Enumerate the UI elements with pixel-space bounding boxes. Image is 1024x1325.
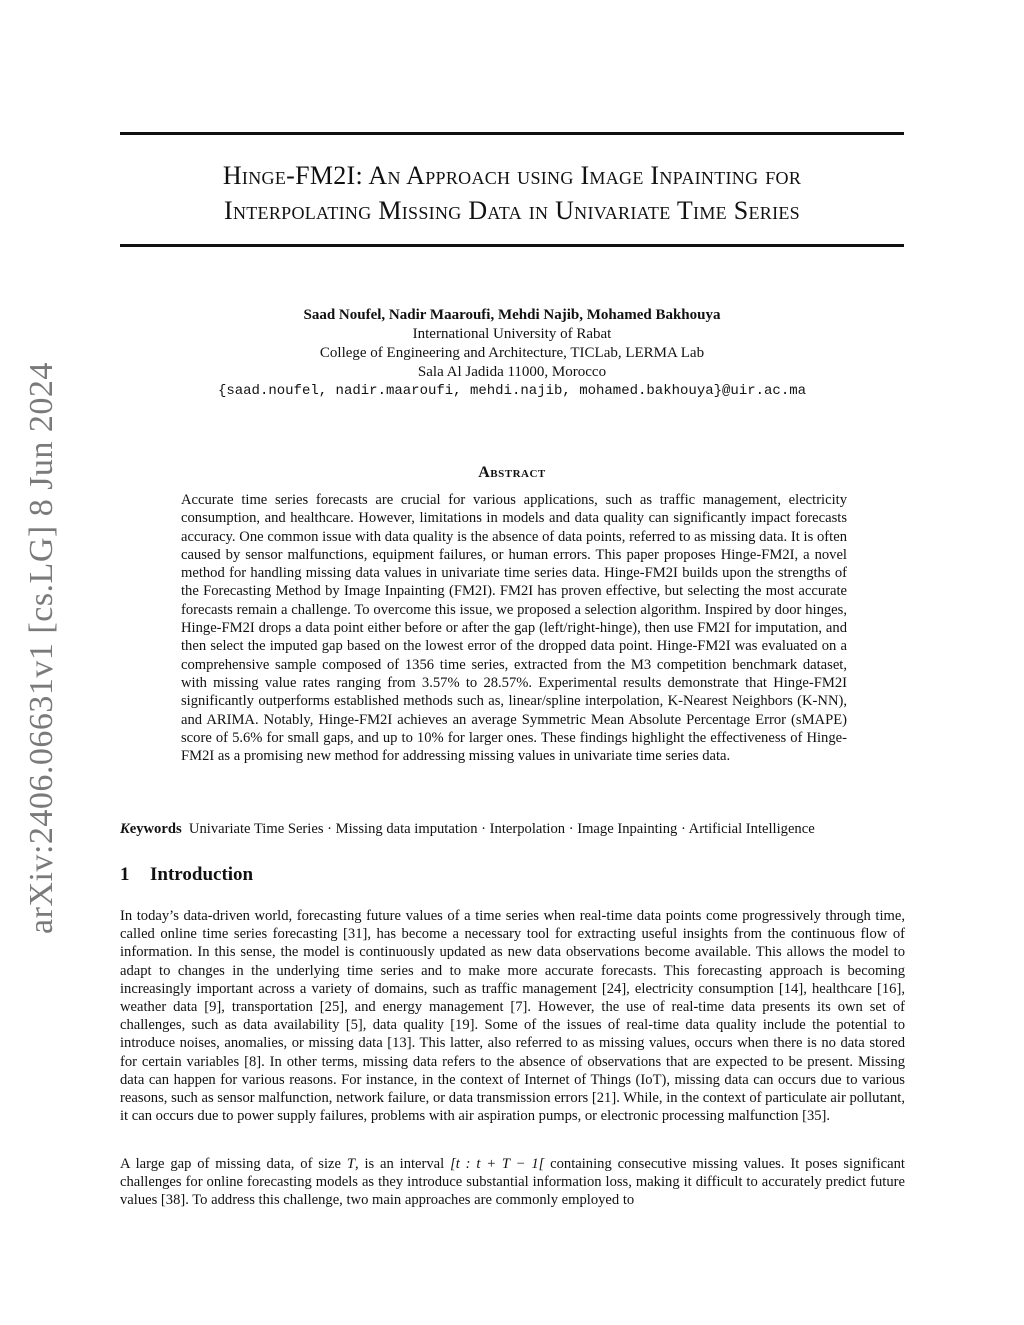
paper-title (120, 158, 904, 228)
p2-text-a: A large gap of missing data, of size (120, 1156, 347, 1172)
keywords-label-initial: K (120, 821, 130, 837)
affiliation-college: College of Engineering and Architecture, TICLab, LERMA Lab (319, 345, 705, 361)
section-number: 1 (120, 864, 130, 885)
section-title: Introduction (150, 864, 254, 885)
keywords-label-rest: eywords (129, 821, 182, 837)
author-emails: {saad.noufel, nadir.maaroufi, mehdi.najib, mohamed.bakhouya}@uir.ac.ma (217, 383, 807, 399)
p2-math-interval: [t : t + T − 1[ (450, 1156, 545, 1172)
p2-text-c: containing consecutive missing values. It poses significant challenges for online forecasting models as they introduce substantial information loss, making it difficult to accurately predict future values [38]. To address this challenge, two main approaches are commonly employed to (120, 1156, 905, 1209)
section-heading-introduction (120, 864, 253, 886)
abstract-heading: Abstract (478, 464, 546, 481)
intro-paragraph-2 (120, 1155, 905, 1210)
keywords-list: Univariate Time Series · Missing data imputation · Interpolation · Image Inpainting · Artificial Intelligence (188, 821, 815, 837)
intro-paragraph-1: In today’s data-driven world, forecasting future values of a time series when real-time data points come progressively through time, called online time series forecasting [31], has become a necessary tool for extracting useful insights from the continuous flow of information. In this sense, the model is continuously updated as new data observations become available. This allows the model to adapt to changes in the underlying time series and to make more accurate forecasts. This forecasting approach is becoming increasingly important across a variety of domains, such as traffic management [24], electricity consumption [14], healthcare [16], weather data [9], transportation [25], and energy management [7]. However, the use of real-time data presents its own set of challenges, such as data availability [5], data quality [19]. Some of the issues of real-time data quality include the potential to introduce noises, anomalies, or missing data [13]. This latter, also referred to as missing values, occurs when there is no data stored for certain variables [8]. In other terms, missing data refers to the absence of observations that are expected to be present. Missing data can happen for various reasons. For instance, in the context of Internet of Things (IoT), missing data can occurs due to various reasons, such as sensor malfunction, network failure, or data transmission errors [21]. While, in the context of particulate air pollutant, it can occurs due to power supply failures, problems with air aspiration pumps, or electronic processing malfunction [35]. (120, 908, 905, 1125)
p2-math-T: T (346, 1156, 355, 1172)
p2-text-b: , is an interval (354, 1156, 451, 1172)
title-line-2: Interpolating Missing Data in Univariate Time Series (223, 196, 800, 225)
title-bottom-rule (120, 244, 904, 247)
keywords-label (120, 821, 182, 837)
abstract-text: Accurate time series forecasts are crucial for various applications, such as traffic management, electricity consumption, and healthcare. However, limitations in models and data quality can significantly impact forecasts accuracy. One common issue with data quality is the absence of data points, referred to as missing data. It is often caused by sensor malfunctions, equipment failures, or human errors. This paper proposes Hinge-FM2I, a novel method for handling missing data values in univariate time series data. Hinge-FM2I builds upon the strengths of the Forecasting Method by Image Inpainting (FM2I). FM2I has proven effective, but selecting the most accurate forecasts remain a challenge. To overcome this issue, we proposed a selection algorithm. Inspired by door hinges, Hinge-FM2I drops a data point either before or after the gap (left/right-hinge), then use FM2I for imputation, and then select the imputed gap based on the lowest error of the dropped data point. Hinge-FM2I was evaluated on a comprehensive sample composed of 1356 time series, extracted from the M3 competition benchmark dataset, with missing value rates ranging from 3.57% to 28.57%. Experimental results demonstrate that Hinge-FM2I significantly outperforms established methods such as, linear/spline interpolation, K-Nearest Neighbors (K-NN), and ARIMA. Notably, Hinge-FM2I achieves an average Symmetric Mean Absolute Percentage Error (sMAPE) score of 5.6% for small gaps, and up to 10% for larger ones. These findings highlight the effectiveness of Hinge-FM2I as a promising new method for addressing missing values in univariate time series data. (181, 492, 847, 765)
title-line-1: Hinge-FM2I: An Approach using Image Inpainting for (222, 161, 802, 190)
arxiv-identifier: arXiv:2406.06631v1 [cs.LG] 8 Jun 2024 (23, 362, 60, 934)
keywords-line (120, 820, 910, 839)
author-block (120, 306, 904, 401)
title-top-rule (120, 132, 904, 135)
affiliation-university: International University of Rabat (412, 326, 612, 342)
author-names: Saad Noufel, Nadir Maaroufi, Mehdi Najib, Mohamed Bakhouya (303, 307, 721, 323)
affiliation-address: Sala Al Jadida 11000, Morocco (417, 364, 607, 380)
